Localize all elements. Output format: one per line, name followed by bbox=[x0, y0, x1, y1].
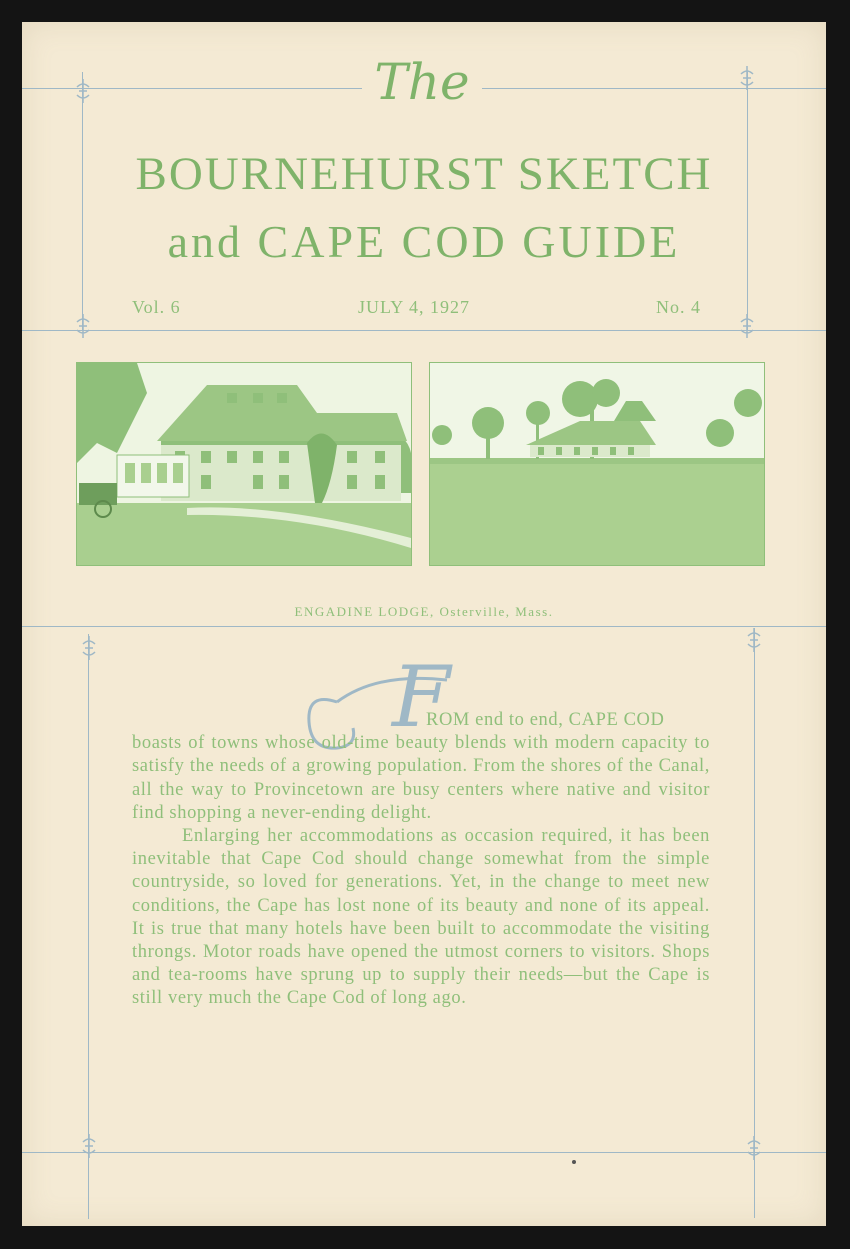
issue-number: No. 4 bbox=[656, 297, 701, 317]
ornament-icon bbox=[745, 626, 763, 654]
masthead-title-line1: BOURNEHURST SKETCH bbox=[135, 148, 713, 200]
dropcap-letter: F bbox=[392, 648, 451, 746]
photo-caption: ENGADINE LODGE, Osterville, Mass. bbox=[294, 604, 554, 619]
article-first-line: ROM end to end, CAPE COD bbox=[426, 710, 665, 730]
print-speck bbox=[572, 1160, 576, 1164]
photo-lodge-front bbox=[76, 362, 412, 566]
masthead-the: The bbox=[362, 52, 482, 112]
masthead-bottom-rule bbox=[22, 330, 826, 331]
volume-label: Vol. 6 bbox=[132, 297, 181, 317]
masthead-title-line2: and CAPE COD GUIDE bbox=[167, 216, 681, 267]
article-paragraph-2: Enlarging her accommodations as occasion required, it has been inevitable that Cape Cod should change somewhat from the simple countryside, so loved for generations. Yet, in the change to meet new conditions, the Cape has lost none of its beauty and none of its appeal. It is true that many hotels have been built to accommodate the visiting throngs. Motor roads have opened the utmost corners to visitors. Shops and tea-rooms have sprung up to supply their needs—but the Cape is still very much the Cape Cod of long ago. bbox=[132, 826, 710, 1009]
issue-date: JULY 4, 1927 bbox=[358, 297, 471, 317]
bottom-rule bbox=[22, 1152, 826, 1153]
section-divider-rule bbox=[22, 626, 826, 627]
right-frame-rule-top bbox=[747, 72, 748, 330]
magazine-cover bbox=[22, 22, 826, 1226]
article-paragraph-1: boasts of towns whose old-time beauty blends with modern capacity to satisfy the needs of a growing population. From the shores of the Canal, all the way to Provincetown are busy centers where native and visitor find shopping a never-ending delight. bbox=[132, 733, 710, 823]
ornament-icon bbox=[80, 634, 98, 662]
photo-lodge-lawn bbox=[429, 362, 765, 566]
ornament-icon bbox=[745, 1134, 763, 1162]
right-frame-rule-bottom bbox=[754, 628, 755, 1218]
ornament-icon bbox=[74, 77, 92, 105]
ornament-icon bbox=[74, 312, 92, 340]
ornament-icon bbox=[80, 1132, 98, 1160]
left-frame-rule-top bbox=[82, 72, 83, 330]
ornament-icon bbox=[738, 64, 756, 92]
ornament-icon bbox=[738, 312, 756, 340]
article-body bbox=[132, 709, 710, 1011]
